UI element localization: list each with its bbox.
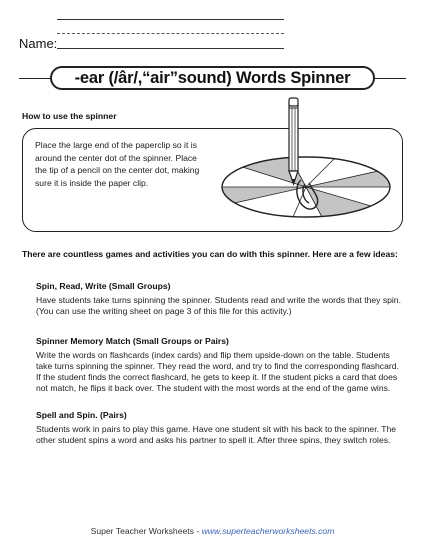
title-rule-right — [375, 78, 406, 79]
pencil-icon — [289, 98, 298, 184]
activity-text: Students work in pairs to play this game. Have one student sit with his back to the spinner. The other student spins a word and asks his partner to spell it. After three spins, they switch roles. — [36, 424, 397, 445]
activity-title: Spell and Spin. (Pairs) — [36, 410, 127, 420]
name-header — [0, 0, 425, 60]
activity-title: Spin, Read, Write (Small Groups) — [36, 281, 171, 291]
how-to-heading: How to use the spinner — [22, 111, 117, 121]
footer-link[interactable]: www.superteacherworksheets.com — [201, 526, 335, 536]
dashed-rule — [57, 33, 284, 34]
footer-text: Super Teacher Worksheets - — [90, 526, 202, 536]
activity-text: Have students take turns spinning the spinner. Students read and write the words that they spin. (You can use the writing sheet on page 3 of this file for this activity.) — [36, 295, 401, 316]
instructions-text: Place the large end of the paperclip so it is around the center dot of the spinner. Place the tip of a pencil on the center dot, making sure it is inside the paper clip. — [35, 140, 200, 188]
activity-text: Write the words on flashcards (index cards) and flip them upside-down on the table. Students take turns spinning the spinner. They read the word, and try to find the corresponding flashcard. If the student finds the correct flashcard, he gets to keep it. If the student picks a card that does not match, he flips it back over. The student with the most words at the end of the game wins. — [36, 350, 399, 393]
footer — [0, 526, 425, 536]
activity-title: Spinner Memory Match (Small Groups or Pairs) — [36, 336, 229, 346]
spinner-illustration — [218, 94, 398, 229]
page-title — [50, 66, 375, 90]
title-rule-left — [19, 78, 50, 79]
activities-intro: There are countless games and activities you can do with this spinner. Here are a few ideas: — [22, 249, 398, 259]
page-title-text: -ear (/âr/,“air”sound) Words Spinner — [74, 68, 351, 87]
name-write-line[interactable] — [57, 48, 284, 49]
name-label: Name: — [19, 36, 58, 51]
top-rule — [57, 19, 284, 20]
